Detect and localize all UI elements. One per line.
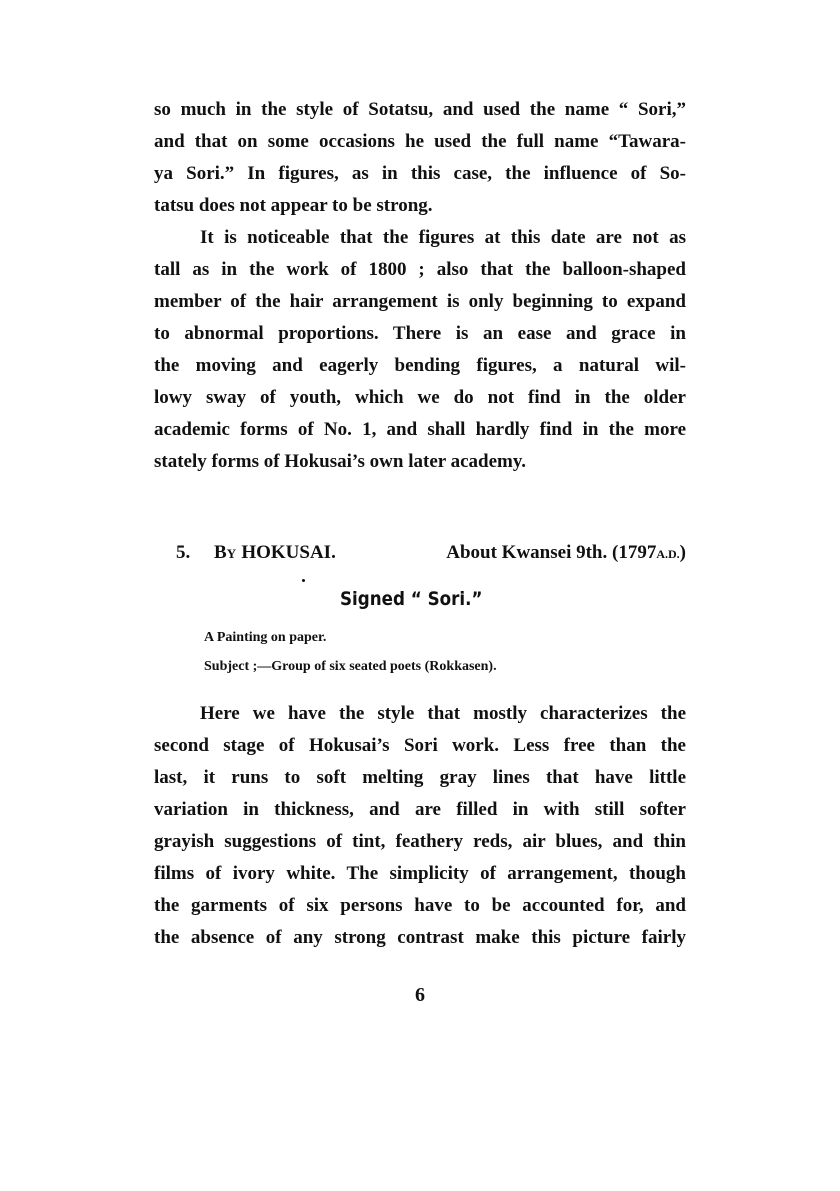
date-close: ) [679,542,686,563]
text-line: to abnormal proportions. There is an ease and grace in [154,323,686,344]
text-line: variation in thickness, and are filled in with still softer [154,799,686,820]
entry-number: 5. [176,542,191,563]
signature-line: Signed “ Sori.” [340,588,483,610]
text-line: the absence of any strong contrast make this picture fairly [154,927,686,948]
by-prefix: B [214,542,227,563]
text-line: ya Sori.” In figures, as in this case, the influence of So- [154,163,686,184]
date-text: About Kwansei 9th. (1797 [446,542,657,563]
entry-medium: A Painting on paper. [204,630,327,645]
text-line: so much in the style of Sotatsu, and used the name “ Sori,” [154,99,686,120]
by-small-caps: Y [226,546,237,561]
text-line: lowy sway of youth, which we do not find in the older [154,387,686,408]
text-line: last, it runs to soft melting gray lines that have little [154,767,686,788]
text-line: second stage of Hokusai’s Sori work. Less free than the [154,735,686,756]
text-line: member of the hair arrangement is only beginning to expand [154,291,686,312]
stray-mark [302,579,305,582]
text-line: Here we have the style that mostly characterizes the [200,703,686,724]
text-line: tall as in the work of 1800 ; also that the balloon-shaped [154,259,686,280]
text-line: academic forms of No. 1, and shall hardly find in the more [154,419,686,440]
artist-name: HOKUSAI. [241,542,336,563]
entry-date [446,538,686,569]
text-line: It is noticeable that the figures at this date are not as [200,227,686,248]
paragraph-figures-proportions [154,222,686,478]
text-line: grayish suggestions of tint, feathery reds, air blues, and thin [154,831,686,852]
entry-subject: Subject ;—Group of six seated poets (Rokkasen). [204,659,497,674]
text-line: and that on some occasions he used the full name “Tawara- [154,131,686,152]
entry-artist [214,538,336,569]
text-line: the garments of six persons have to be accounted for, and [154,895,686,916]
date-era: A.D. [656,547,680,561]
text-line: tatsu does not appear to be strong. [154,195,433,216]
text-line: the moving and eagerly bending figures, a natural wil- [154,355,686,376]
text-line: films of ivory white. The simplicity of arrangement, though [154,863,686,884]
text-line: stately forms of Hokusai’s own later academy. [154,451,527,472]
paragraph-sori-style [154,698,686,954]
paragraph-sotatsu-influence [154,94,686,222]
catalogue-entry-heading [176,538,686,568]
page-number: 6 [415,984,425,1006]
